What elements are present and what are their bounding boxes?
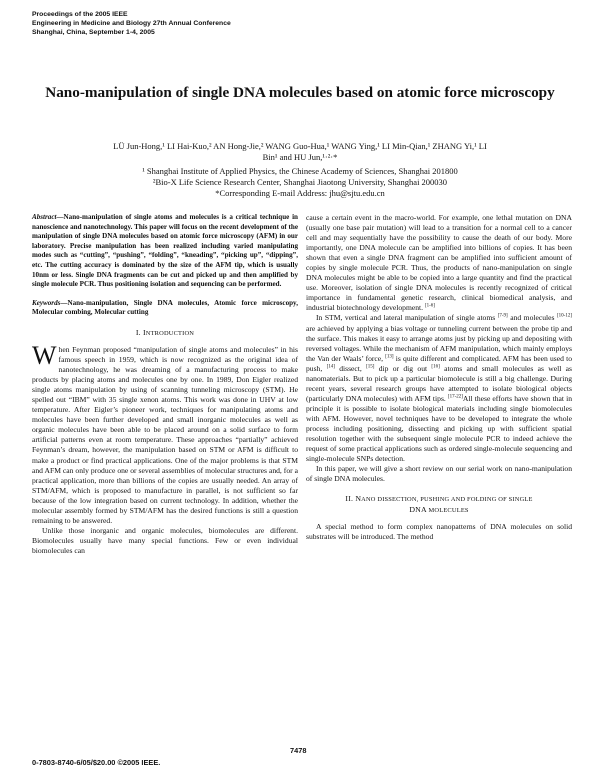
right-paragraph-3: In this paper, we will give a short review on our serial work on nano-manipulation of single DNA molecules. bbox=[306, 464, 572, 484]
page-number: 7478 bbox=[290, 746, 307, 755]
text-span: is quite different and complicated. AFM has been used to push, bbox=[306, 353, 572, 373]
text-span: All these efforts have shown that in principle it is possible to isolate biological materials including single biomolecules with AFM. However, novel techniques have to be developed to integrate the whole process including positioning, dissecting and picking up with sufficient spatial resolution together with the subsequent single molecule PCR to indeed achieve the request of some practical applications such as ordered single-molecule sequencing and single-molecule SNPs detection. bbox=[306, 393, 572, 464]
citation: [13] bbox=[385, 354, 394, 360]
affiliation-1: ¹ Shanghai Institute of Applied Physics, the Chinese Academy of Sciences, Shanghai 201800 bbox=[142, 166, 458, 176]
citation: [17-22] bbox=[447, 394, 463, 400]
text-span: and molecules bbox=[507, 313, 555, 323]
conference-line-3: Shanghai, China, September 1-4, 2005 bbox=[32, 29, 155, 36]
section-title-molecules: MOLECULES bbox=[428, 507, 469, 515]
section-title-initial: I bbox=[142, 327, 146, 337]
citation: [14] bbox=[326, 364, 335, 370]
keywords bbox=[32, 299, 298, 318]
section-title-initial: N bbox=[355, 494, 362, 504]
text-span: atoms and small molecules as well as nanomaterials. But to pick up a particular biomolecule is still a big challenge. During recent years, several research groups have attempted to isolate biological objects (particularly DNA molecules) with AFM tips. bbox=[306, 363, 572, 403]
citation: [15] bbox=[366, 364, 375, 370]
section-heading-2 bbox=[306, 494, 572, 516]
abstract-lead: Abstract bbox=[32, 213, 57, 221]
section-number: II. bbox=[345, 494, 354, 504]
author-line-1: LÜ Jun-Hong,¹ LI Hai-Kuo,² AN Hong-Jie,² WANG Guo-Hua,¹ WANG Ying,¹ LI Min-Qian,¹ ZHANG Yi,¹ LI bbox=[113, 141, 487, 151]
author-line-2: Bin¹ and HU Jun,¹·²·* bbox=[262, 152, 338, 162]
section-title-rest: NTRODUCTION bbox=[145, 329, 195, 337]
abstract-text: —Nano-manipulation of single atoms and molecules is a critical technique in nanoscience and nanotechnology. This paper will focus on the recent development of the manipulation of single DNA molecules based on atomic force microscopy (AFM) in our laboratory. Precise manipulation has been realized including varied manipulating modes such as “cutting”, “pushing”, “folding”, “kneading”, “picking up”, “dipping”, etc. The cutting accuracy is dominated by the size of the AFM tip, which is usually 10nm or less. Single DNA fragments can be cut and picked up and then amplified by single molecule PCR. Thus positioning isolation and sequencing can be performed. bbox=[32, 213, 298, 289]
right-paragraph-2 bbox=[306, 313, 572, 464]
right-paragraph-4: A special method to form complex nanopatterns of DNA molecules on solid substrates will be introduced. The method bbox=[306, 522, 572, 542]
citation: [10-12] bbox=[556, 313, 572, 319]
text-span: are achieved by applying a bias voltage or tunneling current between the probe tip and the surface. This makes it easy to arrange atoms just by picking up and depositing with reversed voltages. While the mechanism of AFM manipulation, which mainly employs the Van der Waals’ force, bbox=[306, 323, 572, 363]
citation: [7-9] bbox=[497, 313, 508, 319]
conference-line-2: Engineering in Medicine and Biology 27th Annual Conference bbox=[32, 20, 231, 27]
right-paragraph-1 bbox=[306, 213, 572, 313]
intro-paragraph-2: Unlike those inorganic and organic molecules, biomolecules are different. Biomolecules usually have many special functions. Few or even individual biomolecules can bbox=[32, 525, 298, 555]
abstract bbox=[32, 213, 298, 290]
copyright-footer: 0-7803-8740-6/05/$20.00 ©2005 IEEE. bbox=[32, 758, 161, 767]
affiliation-2: ²Bio-X Life Science Research Center, Shanghai Jiaotong University, Shanghai 200030 bbox=[152, 177, 448, 187]
section-heading-introduction bbox=[32, 328, 298, 339]
section-title-rest: ANO DISSECTION, PUSHING AND FOLDING OF SINGLE bbox=[361, 496, 533, 504]
right-paragraph-1-text: cause a certain event in the macro-world. For example, one lethal mutation on DNA (usually one base pair mutation) will lead to a transition for a normal cell to a cancer cell and may sequentially have the possibility to cause the death of our body. More importantly, one DNA molecule can be amplified into billions of copies. It has been shown that even a single DNA fragment can be amplified into sufficient amount of copies by single molecule PCR. Thus, the products of nano-manipulation on single DNA molecules might be able to be copied into a large quantity and find the practical use. Moreover, isolation of single DNA molecules is recently recognized of critical importance in fundamental genetic research, clinical biomedical analysis, and industrial biotechnology development. bbox=[306, 213, 572, 313]
paper-title: Nano-manipulation of single DNA molecules based on atomic force microscopy bbox=[45, 84, 555, 101]
author-list bbox=[80, 141, 520, 163]
conference-header bbox=[32, 10, 231, 37]
keywords-text: —Nano-manipulation, Single DNA molecules, Atomic force microscopy, Molecular combing, Molecular cutting bbox=[32, 298, 298, 317]
corresponding-email: *Corresponding E-mail Address: jhu@sjtu.edu.cn bbox=[215, 188, 385, 198]
citation: [16] bbox=[431, 364, 440, 370]
keywords-lead: Keywords bbox=[32, 298, 61, 307]
text-span: In STM, vertical and lateral manipulation of single atoms bbox=[316, 313, 496, 323]
citation: [1-6] bbox=[424, 303, 435, 309]
section-title-dna: DNA bbox=[409, 505, 429, 515]
conference-line-1: Proceedings of the 2005 IEEE bbox=[32, 11, 128, 18]
text-span: dissect, bbox=[334, 363, 362, 373]
intro-paragraph-1-text: hen Feynman proposed “manipulation of single atoms and molecules” in his famous speech in 1959, which is now recognized as the original idea of nanotechnology, he was dreaming of a manufacturing process to make products by placing atoms and molecules one by one. In 1989, Don Eigler realized single atoms manipulation by using of scanning tunneling microscopy (STM). He spelled out “IBM” with 35 single xenon atoms. This work was done in UHV at low temperature. After Eigler’s pioneer work, techniques for manipulating atoms and molecules have been further developed and small inorganic molecules as well as organic molecules have been able to be placed around on a solid surface to form artificial patterns even at room temperature. These approaches “partially” achieved Feynman’s dream, however, the manipulation based on STM or AFM is difficult to make a product or find practical applications. One of the major problems is that STM and AFM can only produce one or several assemblies of molecular structures and, for a practical application, more than billions of the copies are usually needed. An array of STM/AFM, which is proposed to manufacture in parallel, is not sufficient so far because of the low integration based on current technology. In addition, whether the molecular assembly formed by STM/AFM has the desired functions is still a question remaining to be answered. bbox=[32, 344, 298, 525]
right-column bbox=[306, 213, 572, 542]
text-span: dip or dig out bbox=[374, 363, 428, 373]
section-number: I. bbox=[135, 327, 141, 337]
drop-cap: W bbox=[32, 340, 57, 370]
intro-paragraph-1 bbox=[32, 340, 298, 526]
left-column bbox=[32, 213, 298, 556]
